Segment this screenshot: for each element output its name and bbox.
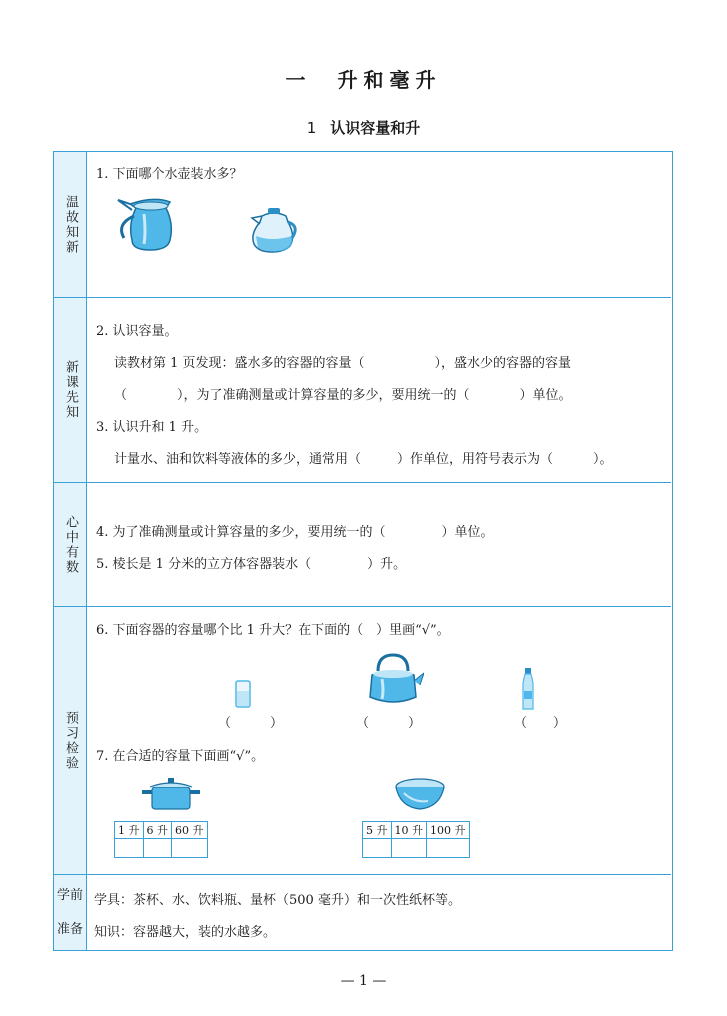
option-cell: 5 升	[363, 822, 392, 839]
section-new-knowledge	[54, 298, 671, 483]
question-5: 5. 棱长是 1 分米的立方体容器装水（ ）升。	[96, 557, 407, 572]
kettle-image	[362, 649, 424, 709]
option-cell: 100 升	[427, 822, 470, 839]
option-cell: 60 升	[172, 822, 208, 839]
question-2-title: 2. 认识容量。	[96, 324, 178, 339]
question-3-line: 计量水、油和饮料等液体的多少，通常用（ ）作单位，用符号表示为（ ）。	[114, 452, 613, 467]
prep-tools: 学具：茶杯、水、饮料瓶、量杯（500 毫升）和一次性纸杯等。	[94, 893, 461, 908]
prep-knowledge: 知识：容器越大，装的水越多。	[94, 925, 277, 940]
answer-cell[interactable]	[391, 839, 427, 858]
section-mind	[54, 483, 671, 607]
question-7: 7. 在合适的容量下面画“√”。	[96, 749, 265, 764]
question-4: 4. 为了准确测量或计算容量的多少，要用统一的（ ）单位。	[96, 525, 494, 540]
small-kettle-image	[244, 208, 302, 254]
section-label-new-knowledge: 新课先知	[54, 298, 87, 482]
question-2-line-1: 读教材第 1 页发现：盛水多的容器的容量（ ），盛水少的容器的容量	[114, 356, 572, 371]
question-3-title: 3. 认识升和 1 升。	[96, 420, 208, 435]
answer-cell[interactable]	[427, 839, 470, 858]
section-label-preparation: 学前 准备	[54, 875, 87, 950]
option-cell: 6 升	[143, 822, 172, 839]
section-preview	[54, 607, 671, 875]
pressure-cooker-image	[142, 777, 200, 811]
option-cell: 10 升	[391, 822, 427, 839]
answer-cell[interactable]	[363, 839, 392, 858]
question-1: 1. 下面哪个水壶装水多？	[96, 167, 243, 182]
answer-cell[interactable]	[115, 839, 144, 858]
large-kettle-image	[110, 194, 182, 254]
answer-cell[interactable]	[143, 839, 172, 858]
question-6: 6. 下面容器的容量哪个比 1 升大？在下面的（ ）里画“√”。	[96, 623, 450, 638]
glass-cup-image	[234, 679, 252, 709]
chapter-title: 一 升和毫升	[285, 68, 442, 92]
section-label-review: 温故知新	[54, 152, 87, 297]
question-2-line-2: （ ），为了准确测量或计算容量的多少，要用统一的（ ）单位。	[114, 388, 572, 403]
bottle-image	[520, 667, 536, 711]
option-cell: 1 升	[115, 822, 144, 839]
answer-paren-kettle[interactable]: （ ）	[356, 716, 422, 731]
answer-paren-bottle[interactable]: （ ）	[514, 716, 567, 731]
lesson-name: 认识容量和升	[330, 119, 421, 137]
lesson-title	[0, 117, 727, 138]
lesson-number: 1	[306, 119, 317, 137]
answer-paren-glass[interactable]: （ ）	[218, 716, 284, 731]
section-preparation	[54, 875, 671, 950]
worksheet-frame	[53, 151, 673, 951]
page-number: — 1 —	[340, 973, 387, 989]
section-label-preview: 预习检验	[54, 607, 87, 874]
options-table-cooker	[114, 821, 208, 858]
answer-cell[interactable]	[172, 839, 208, 858]
section-label-mind: 心中有数	[54, 483, 87, 606]
section-review	[54, 152, 671, 298]
options-table-bowl	[362, 821, 470, 858]
bowl-image	[394, 777, 446, 811]
